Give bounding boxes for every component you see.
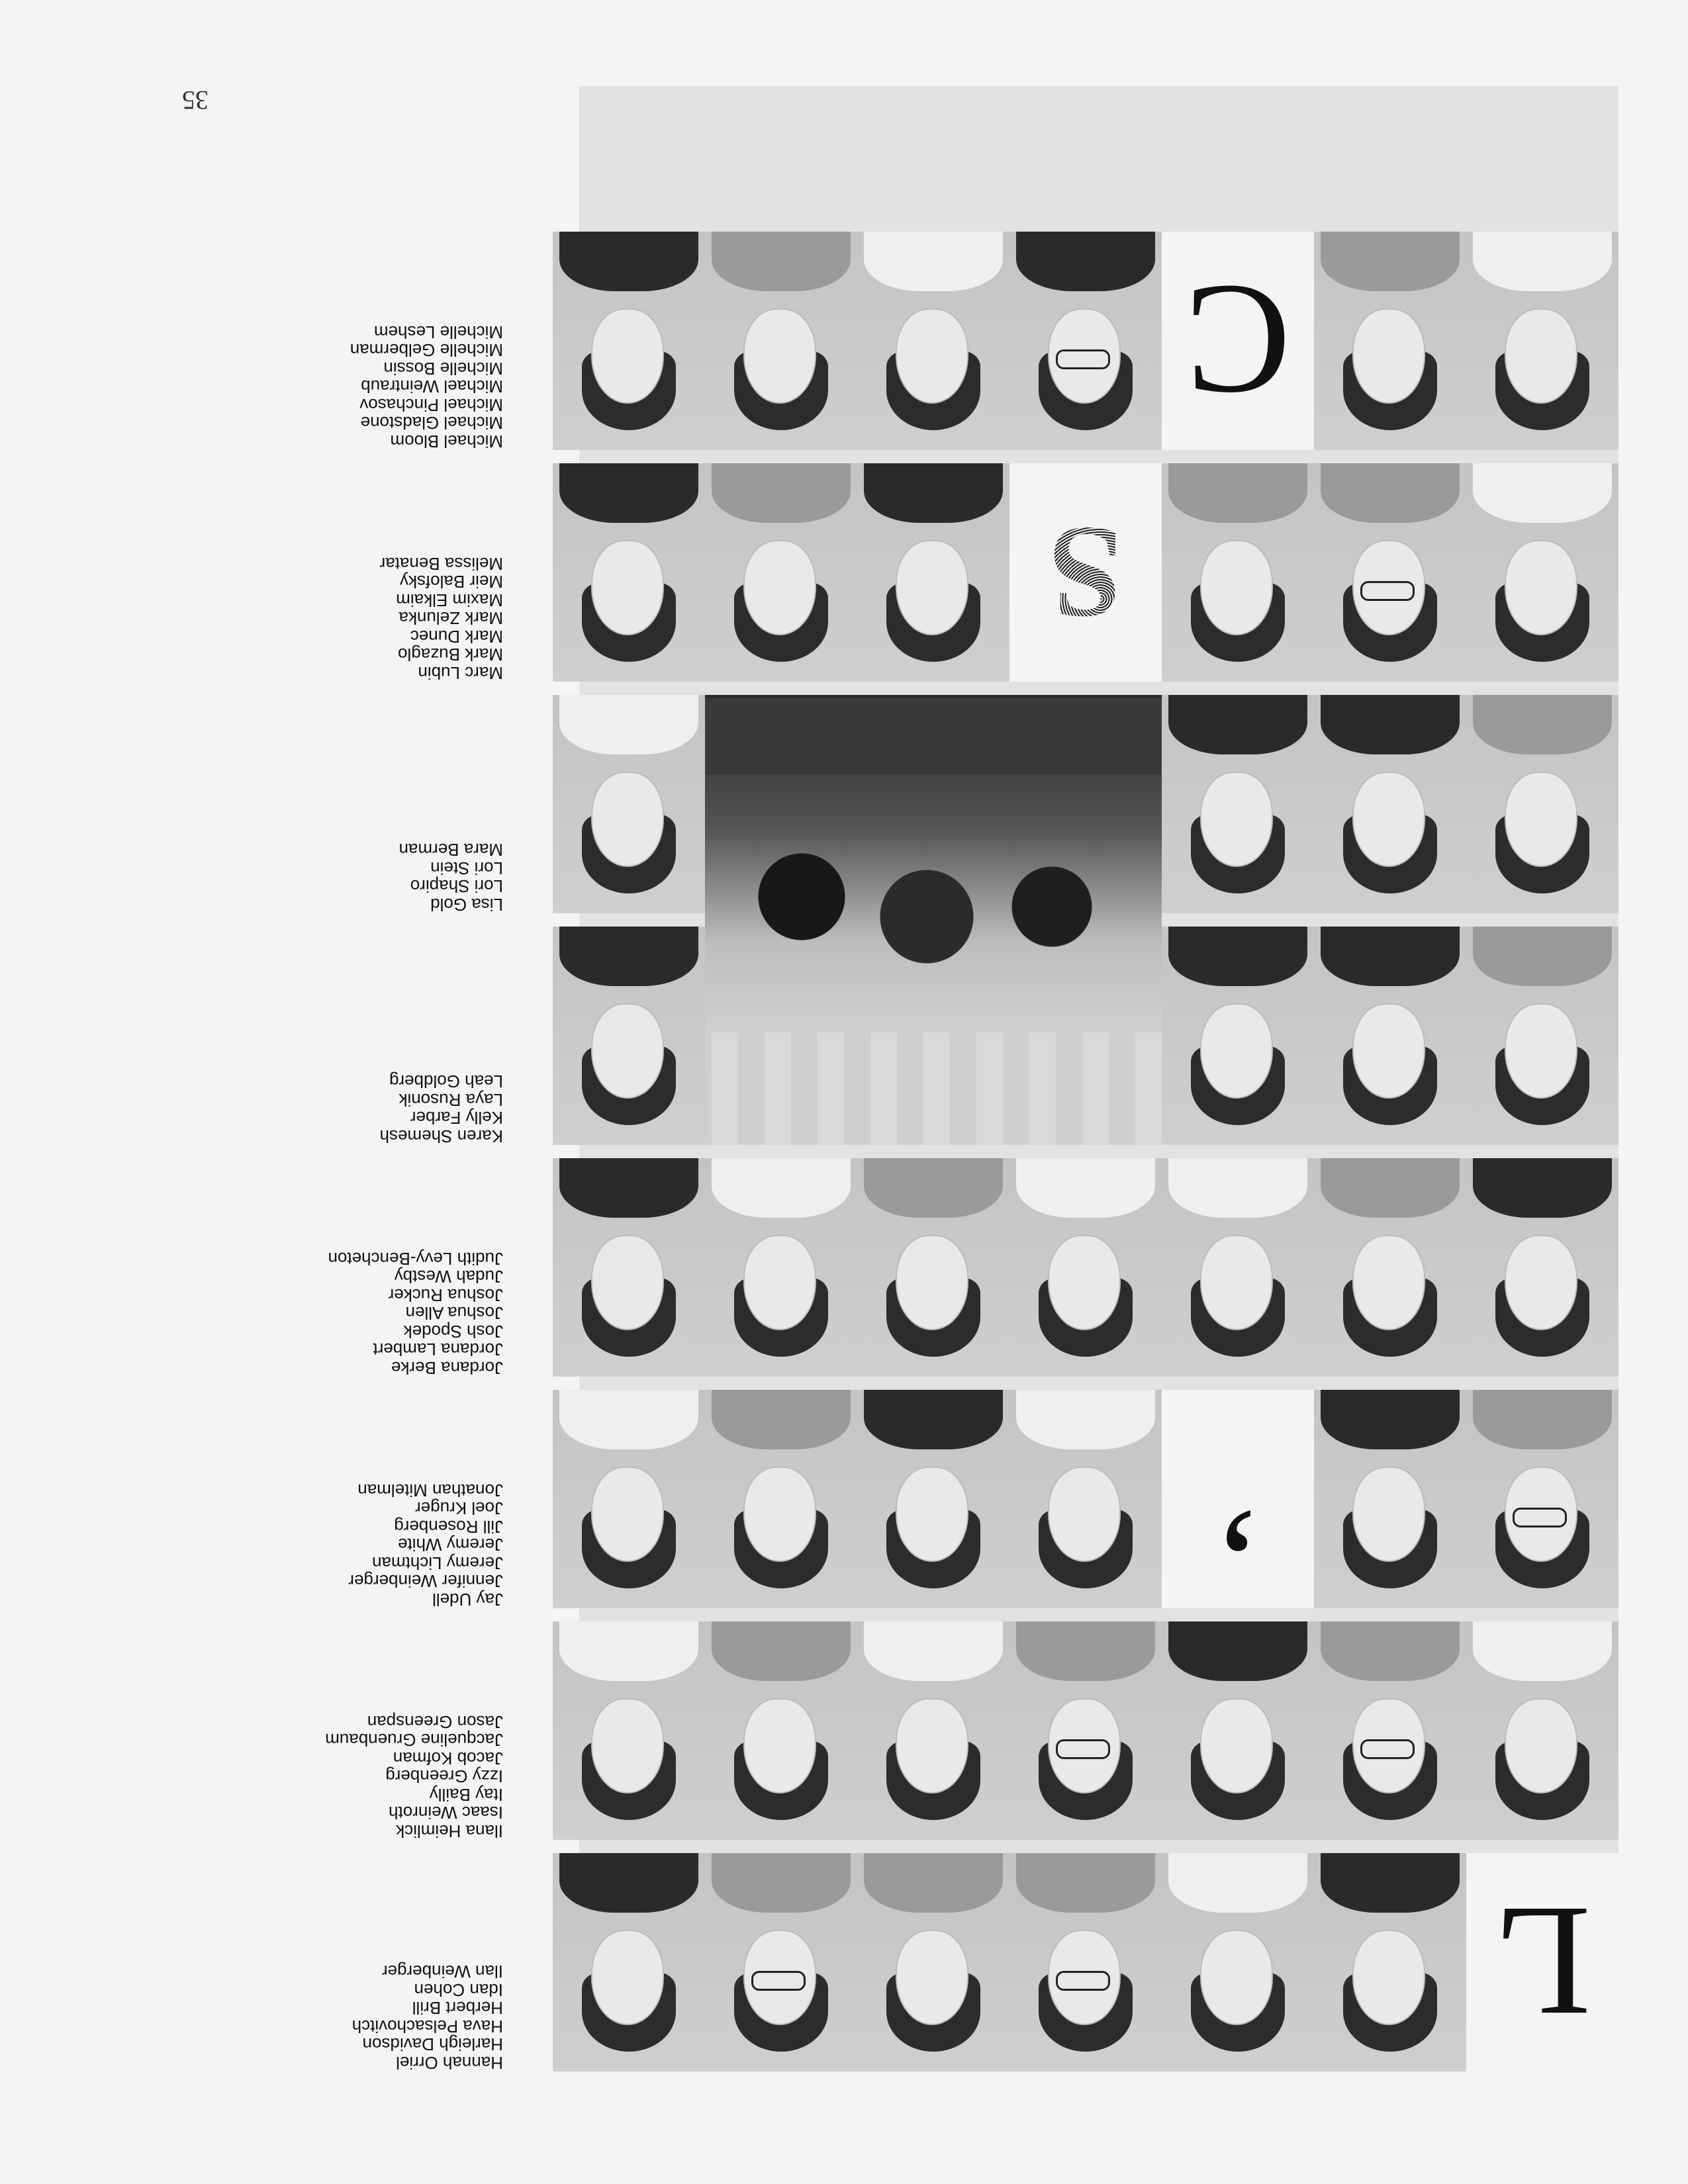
portrait-photo bbox=[1314, 1621, 1466, 1840]
portrait-photo bbox=[553, 1390, 705, 1608]
student-name: Michael Pinchasov bbox=[359, 395, 503, 415]
portrait-photo bbox=[1162, 927, 1314, 1145]
portrait-photo bbox=[553, 1158, 705, 1377]
portrait-photo bbox=[1314, 1158, 1466, 1377]
portrait-photo bbox=[1162, 463, 1314, 682]
portrait-photo bbox=[1466, 927, 1618, 1145]
portrait-photo bbox=[1466, 1158, 1618, 1377]
student-name: Jordana Lambert bbox=[373, 1340, 503, 1360]
portrait-photo bbox=[1466, 232, 1618, 450]
portrait-photo bbox=[1162, 695, 1314, 913]
letter-s-tile bbox=[1009, 463, 1162, 682]
portrait-photo bbox=[553, 1853, 705, 2071]
letter-c-tile bbox=[1162, 232, 1314, 450]
student-name: Judith Levy-Bencheton bbox=[328, 1249, 503, 1269]
student-name: Jeremy Lichtman bbox=[372, 1553, 503, 1573]
student-name: Jacqueline Gruenbaum bbox=[325, 1730, 503, 1751]
student-name: Idan Cohen bbox=[414, 1980, 503, 2000]
portrait-photo bbox=[1314, 1853, 1466, 2071]
student-name: Lisa Gold bbox=[430, 895, 503, 915]
student-name: Mark Buzaglo bbox=[398, 645, 503, 665]
portrait-photo bbox=[553, 463, 705, 682]
name-list bbox=[106, 1481, 503, 1609]
student-name: Laya Rusonik bbox=[399, 1090, 503, 1110]
student-name: Jill Rosenberg bbox=[394, 1517, 503, 1537]
portrait-photo bbox=[857, 463, 1009, 682]
student-name: Lori Shapiro bbox=[410, 876, 503, 897]
name-list bbox=[106, 841, 503, 913]
portrait-photo bbox=[1314, 1390, 1466, 1608]
portrait-photo bbox=[1466, 1621, 1618, 1840]
apostrophe-tile bbox=[1162, 1390, 1314, 1608]
portrait-photo bbox=[857, 1158, 1009, 1377]
student-name: Karen Shemesh bbox=[379, 1126, 503, 1146]
student-name: Mark Dunec bbox=[410, 627, 503, 647]
portrait-photo bbox=[1314, 463, 1466, 682]
name-list bbox=[106, 1962, 503, 2071]
portrait-photo bbox=[857, 1390, 1009, 1608]
student-name: Itay Bailly bbox=[429, 1785, 503, 1805]
student-name: Melissa Benatar bbox=[379, 554, 503, 574]
student-name: Leah Goldberg bbox=[389, 1071, 503, 1092]
student-name: Marc Lubin bbox=[418, 663, 503, 683]
portrait-photo bbox=[1009, 1621, 1162, 1840]
letter-l-tile bbox=[1466, 1853, 1618, 2071]
student-name: Michael Bloom bbox=[390, 432, 503, 451]
portrait-photo bbox=[705, 1621, 857, 1840]
portrait-photo bbox=[1162, 1621, 1314, 1840]
portrait-photo bbox=[553, 927, 705, 1145]
student-name: Jason Greenspan bbox=[367, 1712, 503, 1732]
portrait-photo bbox=[553, 232, 705, 450]
student-name: Izzy Greenberg bbox=[385, 1766, 503, 1787]
letter-c: C bbox=[1184, 253, 1291, 429]
portrait-photo bbox=[1314, 695, 1466, 913]
student-name: Ilan Weinberger bbox=[381, 1962, 503, 1982]
portrait-photo bbox=[857, 232, 1009, 450]
student-name: Jordana Berke bbox=[391, 1358, 503, 1378]
student-name: Mara Berman bbox=[399, 840, 503, 860]
name-list bbox=[106, 1713, 503, 1841]
portrait-photo bbox=[705, 1158, 857, 1377]
portrait-photo bbox=[705, 463, 857, 682]
name-list bbox=[106, 323, 503, 451]
portrait-photo bbox=[1466, 463, 1618, 682]
portrait-photo bbox=[1162, 1158, 1314, 1377]
apostrophe-glyph: ’ bbox=[1211, 1411, 1264, 1587]
portrait-photo bbox=[1466, 1390, 1618, 1608]
portrait-photo bbox=[1009, 1853, 1162, 2071]
student-name: Judah Westby bbox=[394, 1267, 503, 1287]
student-name: Michael Weintraub bbox=[361, 377, 503, 397]
portrait-photo bbox=[1009, 1390, 1162, 1608]
student-name: Josh Spodek bbox=[403, 1322, 503, 1342]
name-list bbox=[106, 555, 503, 682]
portrait-photo bbox=[705, 232, 857, 450]
student-name: Maxim Elkaim bbox=[396, 590, 503, 610]
portrait-photo bbox=[1162, 1853, 1314, 2071]
portrait-photo bbox=[857, 1853, 1009, 2071]
student-name: Michael Gladstone bbox=[360, 413, 503, 433]
student-name: Michelle Gelberman bbox=[350, 340, 503, 361]
letter-l: L bbox=[1493, 1874, 1591, 2050]
student-name: Michelle Bossin bbox=[383, 359, 503, 379]
name-list bbox=[106, 1250, 503, 1377]
portrait-photo bbox=[553, 1621, 705, 1840]
student-name: Mark Zelunka bbox=[399, 608, 503, 629]
portrait-photo bbox=[553, 695, 705, 913]
portrait-photo bbox=[1314, 232, 1466, 450]
student-name: Joshua Rucker bbox=[388, 1285, 503, 1305]
student-name: Joel Kruger bbox=[415, 1498, 503, 1519]
student-name: Joshua Allen bbox=[405, 1303, 503, 1324]
student-name: Hannah Orriel bbox=[396, 2053, 503, 2073]
portrait-photo bbox=[857, 1621, 1009, 1840]
portrait-photo bbox=[1009, 1158, 1162, 1377]
student-name: Kelly Farber bbox=[410, 1108, 503, 1128]
page-number: 35 bbox=[182, 85, 209, 115]
student-name: Lori Stein bbox=[430, 858, 503, 878]
student-name: Jay Udell bbox=[432, 1590, 503, 1610]
student-name: Jonathan Mitelman bbox=[357, 1480, 503, 1500]
student-name: Michelle Leshem bbox=[373, 322, 503, 342]
student-name: Hava Pelsachovitch bbox=[352, 2017, 503, 2036]
student-name: Ilana Heimlick bbox=[396, 1821, 503, 1841]
student-name: Jacob Kofman bbox=[393, 1749, 503, 1768]
portrait-photo bbox=[705, 1390, 857, 1608]
portrait-photo bbox=[1314, 927, 1466, 1145]
letter-s: S bbox=[1049, 500, 1123, 646]
portrait-photo bbox=[1009, 232, 1162, 450]
student-name: Meir Balofsky bbox=[399, 572, 503, 592]
portrait-photo bbox=[1466, 695, 1618, 913]
portrait-photo bbox=[705, 1853, 857, 2071]
student-name: Jennifer Weinberger bbox=[348, 1571, 503, 1592]
student-name: Herbert Brill bbox=[412, 1998, 503, 2019]
name-list bbox=[106, 1072, 503, 1145]
classroom-group-photo bbox=[705, 695, 1162, 1145]
student-name: Isaac Weinroth bbox=[389, 1803, 503, 1823]
student-name: Jeremy White bbox=[398, 1535, 503, 1555]
student-name: Harleigh Davidson bbox=[362, 2034, 503, 2055]
